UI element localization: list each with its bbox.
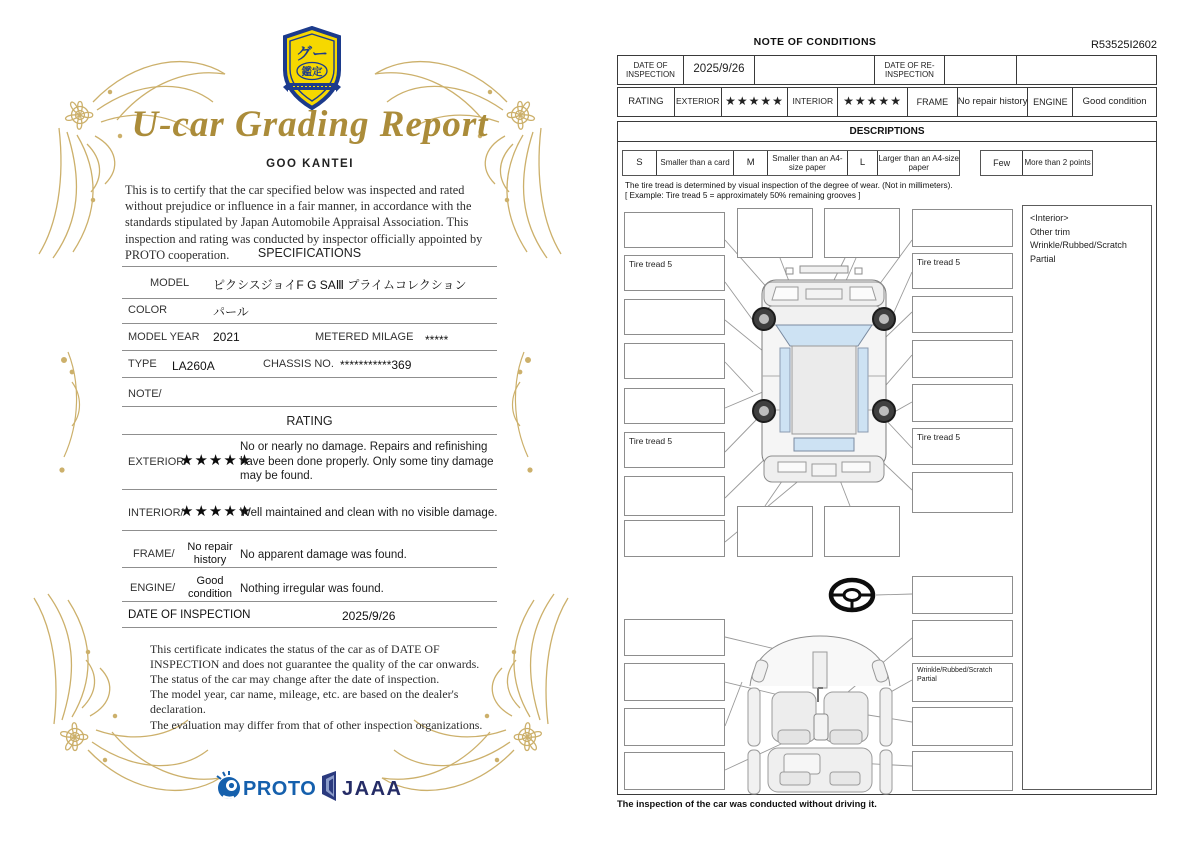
model-year-label: MODEL YEAR xyxy=(128,331,200,343)
exterior-cell: EXTERIOR xyxy=(674,88,721,116)
certificate-intro: This is to certify that the car specified below was inspected and rated without prejudice or influence in a fair manner, in accordance with the standards stipulated by Japan Automobile Appraisal Association. This inspection and rating was conducted by inspector officially appointed by PROTO cooperation. xyxy=(125,183,483,262)
frame-description: No apparent damage was found. xyxy=(240,549,407,561)
legend-m-desc: Smaller than an A4-size paper xyxy=(767,151,847,175)
color-value: パール xyxy=(213,305,249,319)
damage-label-box xyxy=(912,340,1013,378)
damage-label-box xyxy=(624,343,725,379)
few-legend-table xyxy=(980,150,1093,176)
damage-label-box xyxy=(737,506,813,557)
interior-panel-line: Other trim xyxy=(1030,226,1071,237)
type-value: LA260A xyxy=(172,359,215,373)
model-label: MODEL xyxy=(150,277,190,289)
engine-value-cell: Good condition xyxy=(1072,88,1156,116)
jaaa-logo xyxy=(320,770,416,804)
frame-label: FRAME/ xyxy=(133,548,175,560)
rating-table xyxy=(617,87,1157,117)
steering-wheel-icon xyxy=(826,576,878,616)
damage-label-box xyxy=(624,708,725,746)
tire-tread-label-box: Tire tread 5 xyxy=(624,432,725,468)
wrinkle-label-box: Wrinkle/Rubbed/Scratch Partial xyxy=(912,663,1013,702)
damage-label-box xyxy=(624,520,725,557)
inspection-date-value-cell: 2025/9/26 xyxy=(683,56,754,84)
damage-label-box xyxy=(912,296,1013,333)
legend-l-desc: Larger than an A4-size paper xyxy=(877,151,959,175)
frame-value: No repair history xyxy=(187,541,233,566)
steering-label-box xyxy=(912,576,1013,614)
damage-label-box xyxy=(624,619,725,656)
certificate-disclaimer xyxy=(150,642,495,733)
legend-s-key: S xyxy=(636,156,643,168)
chassis-label: CHASSIS NO. xyxy=(263,358,334,370)
damage-label-box xyxy=(737,208,813,258)
car-interior-diagram xyxy=(724,626,916,798)
exterior-label: EXTERIOR/ xyxy=(128,456,188,468)
damage-label-box xyxy=(824,506,900,557)
date-table xyxy=(617,55,1157,85)
legend-l-key: L xyxy=(847,151,878,175)
damage-label-box xyxy=(912,707,1013,746)
disclaimer-line: The evaluation may differ from that of other inspection organizations. xyxy=(150,717,483,732)
exterior-stars: ★★★★★ xyxy=(180,452,253,469)
disclaimer-line: The status of the car may change after the date of inspection. xyxy=(150,672,440,687)
damage-label-box xyxy=(624,212,725,248)
damage-label-box xyxy=(624,388,725,424)
exterior-stars-cell: ★★★★★ xyxy=(721,88,788,116)
damage-label-box xyxy=(912,751,1013,791)
descriptions-heading: DESCRIPTIONS xyxy=(849,126,925,137)
interior-description: Well maintained and clean with no visible damage. xyxy=(240,507,498,519)
engine-cell: ENGINE xyxy=(1027,88,1072,116)
size-legend-table xyxy=(622,150,960,176)
date-of-inspection-label: DATE OF INSPECTION xyxy=(128,609,251,621)
legend-s-desc: Smaller than a card xyxy=(656,151,734,175)
certificate-subtitle: GOO KANTEI xyxy=(266,158,354,170)
legend-m-key: M xyxy=(733,151,767,175)
disclaimer-line: The model year, car name, mileage, etc. are based on the dealer's declaration. xyxy=(150,687,459,717)
model-value: ピクシスジョイF G SAⅢ プライムコレクション xyxy=(213,278,467,292)
engine-value: Good condition xyxy=(187,575,233,600)
date-empty-cell xyxy=(754,56,874,84)
goo-kantei-shield-logo xyxy=(281,26,343,112)
tread-note-1: The tire tread is determined by visual inspection of the degree of wear. (Not in millimeters). xyxy=(625,181,953,190)
legend-few-desc: More than 2 points xyxy=(1022,151,1092,175)
chassis-value: ***********369 xyxy=(340,358,412,372)
date-of-inspection-cell: DATE OF INSPECTION xyxy=(626,60,675,79)
note-label: NOTE/ xyxy=(128,388,162,400)
jaaa-logo-text: JAAA xyxy=(342,778,403,800)
exterior-description: No or nearly no damage. Repairs and refinishing have been done properly. Only some tiny damage may be found. xyxy=(240,441,494,483)
frame-value-cell: No repair history xyxy=(957,88,1028,116)
badge-text-goo: グー xyxy=(295,44,329,63)
proto-logo-text: PROTO xyxy=(243,778,317,800)
rating-heading: RATING xyxy=(286,414,333,428)
tread-note-2: [ Example: Tire tread 5 = approximately 50% remaining grooves ] xyxy=(625,191,861,200)
frame-cell: FRAME xyxy=(907,88,957,116)
tire-tread-label-box: Tire tread 5 xyxy=(912,428,1013,465)
rating-cell: RATING xyxy=(628,95,664,107)
interior-panel-line: <Interior> xyxy=(1030,213,1069,223)
color-label: COLOR xyxy=(128,304,168,316)
interior-panel-line: Partial xyxy=(1030,253,1056,264)
type-label: TYPE xyxy=(128,358,157,370)
interior-label: INTERIOR/ xyxy=(128,507,184,519)
engine-label: ENGINE/ xyxy=(130,582,176,594)
interior-panel-line: Wrinkle/Rubbed/Scratch xyxy=(1030,240,1127,250)
engine-description: Nothing irregular was found. xyxy=(240,583,384,595)
no-driving-footnote: The inspection of the car was conducted without driving it. xyxy=(617,799,877,809)
tire-tread-label-box: Tire tread 5 xyxy=(912,253,1013,289)
car-top-view-diagram xyxy=(742,258,906,490)
model-year-value: 2021 xyxy=(213,330,240,344)
date-empty-cell xyxy=(1016,56,1156,84)
disclaimer-line: This certificate indicates the status of the car as of DATE OF INSPECTION and does not guarantee the quality of the car onwards. xyxy=(150,642,480,672)
note-of-conditions-title: NOTE OF CONDITIONS xyxy=(753,36,877,48)
interior-notes-panel xyxy=(1022,205,1152,790)
proto-logo xyxy=(215,770,323,804)
metered-milage-value: ***** xyxy=(425,333,449,347)
damage-label-box xyxy=(624,663,725,701)
damage-label-box xyxy=(912,384,1013,422)
damage-label-box xyxy=(824,208,900,258)
date-of-reinspection-cell: DATE OF RE-INSPECTION xyxy=(874,56,944,84)
damage-label-box xyxy=(624,299,725,335)
damage-label-box xyxy=(624,752,725,790)
interior-stars-cell: ★★★★★ xyxy=(837,88,907,116)
interior-stars: ★★★★★ xyxy=(180,503,253,520)
damage-label-box xyxy=(912,472,1013,513)
badge-text-kantei: 鑑定 xyxy=(301,66,323,78)
reinspection-date-value-cell xyxy=(944,56,1016,84)
date-of-inspection-value: 2025/9/26 xyxy=(342,609,396,623)
certificate-title: U-car Grading Report xyxy=(131,104,489,145)
damage-label-box xyxy=(912,209,1013,247)
damage-label-box xyxy=(912,620,1013,657)
metered-milage-label: METERED MILAGE xyxy=(315,331,414,343)
interior-cell: INTERIOR xyxy=(787,88,837,116)
damage-label-box xyxy=(624,476,725,516)
legend-few-key: Few xyxy=(993,157,1011,168)
specifications-heading: SPECIFICATIONS xyxy=(257,246,362,260)
report-number: R53525I2602 xyxy=(1090,39,1157,51)
tire-tread-label-box: Tire tread 5 xyxy=(624,255,725,291)
